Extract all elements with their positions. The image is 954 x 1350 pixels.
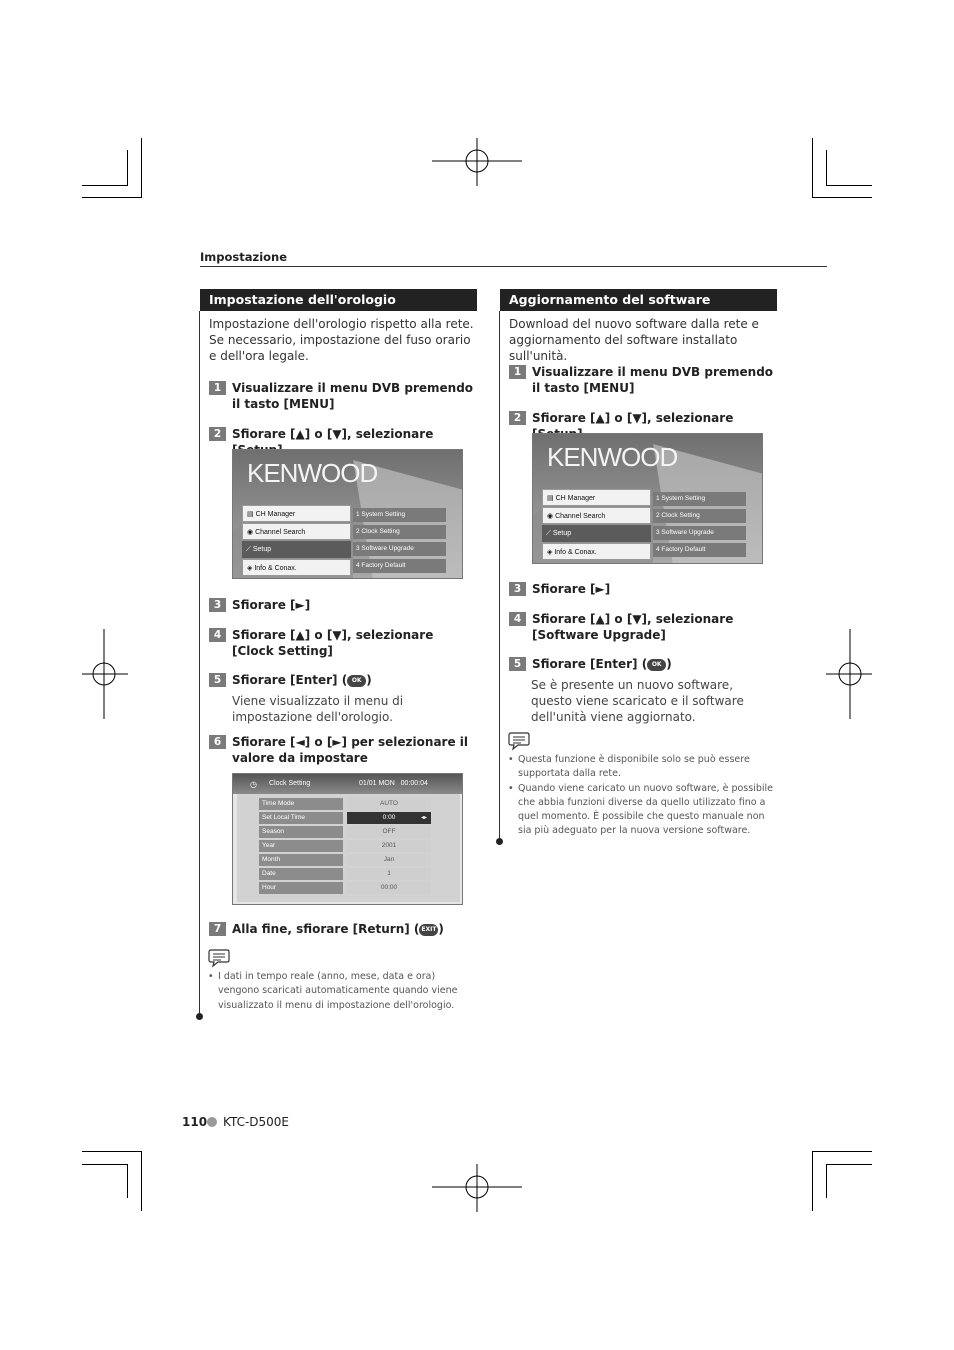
clock-setting-screenshot <box>232 773 463 905</box>
clock-row-season: Season OFF <box>259 826 439 838</box>
kenwood-logo: KENWOOD <box>247 458 378 488</box>
binoculars-icon: ◉ <box>247 529 256 536</box>
registration-mark-left <box>82 629 128 719</box>
left-note-item: • I dati in tempo reale (anno, mese, data e ora) vengono scaricati automaticamente quando viene visualizzato il menu di impostazione dell'orologio. <box>208 970 470 1013</box>
clock-icon: ◷ <box>250 780 257 789</box>
clock-screen-datetime: 01/01 MON 00:00:04 <box>359 780 428 787</box>
ch-manager-icon: ▤ <box>547 495 556 502</box>
model-name: KTC-D500E <box>223 1115 289 1129</box>
right-step-5: 5 Sfiorare [Enter] ( OK ) <box>509 656 777 672</box>
menu-item-ch-manager: ▤ CH Manager <box>542 489 651 506</box>
left-column-end-dot <box>196 1013 203 1020</box>
menu-item-channel-search: ◉ Channel Search <box>542 507 651 524</box>
left-step-1: 1 Visualizzare il menu DVB premendo il tasto [MENU] <box>209 380 477 412</box>
registration-mark-right <box>826 629 872 719</box>
right-section-title: Aggiornamento del software <box>500 289 777 311</box>
kenwood-logo: KENWOOD <box>547 442 678 472</box>
left-note-list <box>208 970 470 1013</box>
binoculars-icon: ◉ <box>547 513 556 520</box>
submenu-item-software-upgrade: 3 Software Upgrade <box>353 542 446 556</box>
right-step-2: 2 Sfiorare [▲] o [▼], selezionare <box>509 410 777 442</box>
right-intro: Download del nuovo software dalla rete e aggiornamento del software installato sull'unità. <box>509 317 759 363</box>
clock-row-set-local-time: Set Local Time 0:00 ◂▸ <box>259 812 439 824</box>
right-note-item-1: • Questa funzione è disponibile solo se può essere supportata dalla rete. <box>508 753 776 782</box>
clock-row-hour: Hour 00:00 <box>259 882 439 894</box>
info-icon: ◈ <box>547 549 555 556</box>
left-step-3: 3 Sfiorare [►] <box>209 597 477 613</box>
clock-screen-title: Clock Setting <box>269 780 311 787</box>
page-number: 110 <box>182 1115 208 1129</box>
clock-row-date: Date 1 <box>259 868 439 880</box>
left-column-rule <box>199 311 200 1016</box>
left-dvb-menu-screenshot <box>232 449 463 579</box>
exit-button-icon: EXIT <box>419 924 438 936</box>
ch-manager-icon: ▤ <box>247 511 256 518</box>
right-step-1: 1 Visualizzare il menu DVB premendo il tasto [MENU] <box>509 364 777 396</box>
menu-item-info-conax: ◈ Info & Conax. <box>542 543 651 560</box>
left-step-7: 7 Alla fine, sfiorare [Return] ( EXIT ) <box>209 921 477 937</box>
note-icon <box>508 731 530 751</box>
adjust-arrows-icon: ◂▸ <box>421 815 428 821</box>
registration-mark-bottom <box>432 1164 522 1212</box>
submenu-item-system-setting: 1 System Setting <box>653 492 746 506</box>
left-intro: Impostazione dell'orologio rispetto alla rete. Se necessario, impostazione del fuso orario e dell'ora legale. <box>209 317 474 363</box>
clock-row-time-mode: Time Mode AUTO <box>259 798 439 810</box>
menu-item-channel-search: ◉ Channel Search <box>242 523 351 540</box>
submenu-item-clock-setting: 2 Clock Setting <box>653 509 746 523</box>
right-column-end-dot <box>496 838 503 845</box>
left-step-2: 2 Sfiorare [▲] o [▼], selezionare <box>209 426 477 458</box>
right-step-4: 4 Sfiorare [▲] o [▼], selezionare [Software Upgrade] <box>509 611 777 643</box>
left-step-4: 4 Sfiorare [▲] o [▼], selezionare [Clock Setting] <box>209 627 477 659</box>
clock-row-month: Month Jan <box>259 854 439 866</box>
right-dvb-menu-screenshot <box>532 433 763 564</box>
header-rule <box>200 266 827 267</box>
right-note-item-2: • Quando viene caricato un nuovo software, è possibile che abbia funzioni diverse da quello utilizzato fino a quel momento. È possibile che questo manuale non sia più adeguato per la nuova versione software. <box>508 782 776 839</box>
wrench-icon: ⟋ <box>246 546 253 553</box>
submenu-item-system-setting: 1 System Setting <box>353 508 446 522</box>
submenu-item-factory-default: 4 Factory Default <box>653 543 746 557</box>
menu-item-setup: ⟋ Setup <box>542 525 651 542</box>
header-section-label: Impostazione <box>200 250 288 264</box>
left-step-6: 6 Sfiorare [◄] o [►] per selezionare il valore da impostare <box>209 734 477 766</box>
note-icon <box>208 948 230 968</box>
right-column-rule <box>499 311 500 840</box>
info-icon: ◈ <box>247 565 255 572</box>
footer-dot-icon <box>207 1117 217 1127</box>
registration-mark-top <box>432 138 522 186</box>
submenu-item-clock-setting: 2 Clock Setting <box>353 525 446 539</box>
left-step-5-description: Viene visualizzato il menu di impostazione dell'orologio. <box>232 694 404 724</box>
submenu-item-factory-default: 4 Factory Default <box>353 559 446 573</box>
submenu-item-software-upgrade: 3 Software Upgrade <box>653 526 746 540</box>
ok-button-icon: OK <box>347 675 366 687</box>
clock-row-year: Year 2001 <box>259 840 439 852</box>
right-note-list <box>508 753 776 839</box>
menu-item-info-conax: ◈ Info & Conax. <box>242 559 351 576</box>
left-section-title: Impostazione dell'orologio <box>200 289 477 311</box>
left-step-5: 5 Sfiorare [Enter] ( OK ) <box>209 672 477 688</box>
ok-button-icon: OK <box>647 659 666 671</box>
menu-item-setup: ⟋ Setup <box>242 541 351 558</box>
wrench-icon: ⟋ <box>546 530 553 537</box>
menu-item-ch-manager: ▤ CH Manager <box>242 505 351 522</box>
right-step-3: 3 Sfiorare [►] <box>509 581 777 597</box>
right-step-5-description: Se è presente un nuovo software, questo viene scaricato e il software dell'unità viene aggiornato. <box>531 678 744 724</box>
